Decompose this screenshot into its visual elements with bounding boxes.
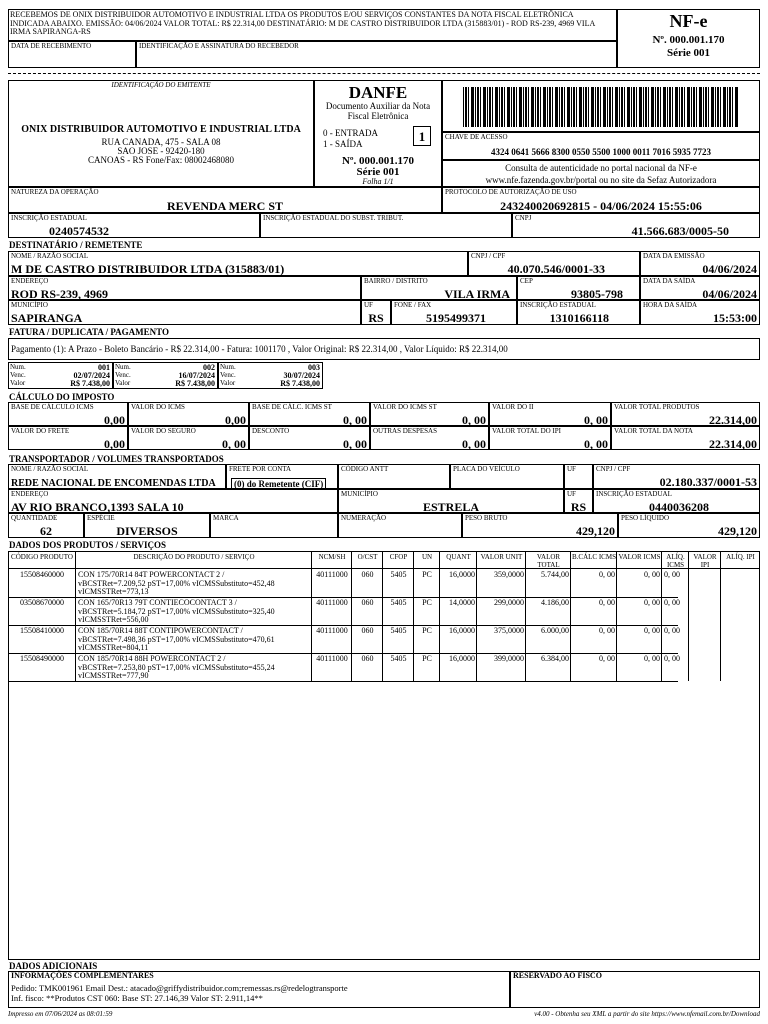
imposto-label: VALOR DO ICMS — [131, 403, 185, 411]
produto-codigo: 03508670000 — [20, 598, 64, 607]
dest-bairro-value: VILA IRMA — [444, 287, 510, 301]
dest-endereco-box — [8, 276, 361, 300]
protocolo-value: 243240020692815 - 04/06/2024 15:55:06 — [500, 199, 702, 213]
produtos-header: ALÍQ. IPI — [726, 553, 755, 561]
dest-uf-label: UF — [364, 301, 373, 309]
natureza-label: NATUREZA DA OPERAÇÃO — [11, 188, 99, 196]
produtos-header: VALOR IPI — [693, 553, 717, 569]
produto-aliq: 0, 00 — [664, 570, 680, 579]
produto-aliq: 0, 00 — [664, 598, 680, 607]
duplicata-num: 001 — [98, 363, 110, 372]
protocolo-label: PROTOCOLO DE AUTORIZAÇÃO DE USO — [445, 188, 577, 196]
produtos-header: NCM/SH — [318, 553, 346, 561]
produto-descricao: vBCSTRet=7.498,36 pST=17,00% vICMSSubstituto=470,61 — [78, 634, 275, 644]
duplicata-box — [8, 362, 113, 389]
duplicata-venc-label: Venc. — [10, 371, 26, 379]
produtos-row-divider — [8, 681, 678, 682]
transp-frete-value: (0) do Remetente (CIF) — [231, 478, 326, 490]
imposto-label: VALOR DO ICMS ST — [373, 403, 437, 411]
produto-descricao: vBCSTRet=7.209,52 pST=17,00% vICMSSubstituto=452,48 — [78, 578, 275, 588]
imposto-value: 22.314,00 — [709, 413, 757, 427]
ie-box — [8, 213, 260, 238]
produto-total: 4.186,00 — [541, 598, 569, 607]
emitente-cidade-fone: CANOAS - RS Fone/Fax: 08002468080 — [87, 155, 234, 165]
imposto-label: VALOR TOTAL DO IPI — [492, 427, 561, 435]
imposto-cell — [249, 402, 370, 426]
produto-unit: 375,0000 — [494, 626, 524, 635]
produto-ncm: 40111000 — [316, 570, 348, 579]
transp-placa-label: PLACA DO VEÍCULO — [453, 465, 520, 473]
transp-cnpj-label: CNPJ / CPF — [596, 465, 631, 473]
transp-especie-box — [84, 513, 210, 538]
emitente-bairro-cep: SAO JOSE - 92420-180 — [117, 146, 205, 156]
produto-total: 5.744,00 — [541, 570, 569, 579]
consulta-line-2: www.nfe.fazenda.gov.br/portal ou no site da Sefaz Autorizadora — [485, 175, 717, 185]
produto-bc: 0, 00 — [599, 598, 615, 607]
imposto-cell — [611, 426, 760, 450]
produto-vicms: 0, 00 — [644, 598, 660, 607]
transp-ie-box — [593, 489, 760, 513]
reservado-fisco-label: RESERVADO AO FISCO — [513, 971, 602, 980]
produto-bc: 0, 00 — [599, 626, 615, 635]
danfe-box — [314, 80, 442, 187]
duplicata-num: 002 — [203, 363, 215, 372]
danfe-numero: Nº. 000.001.170 — [341, 155, 415, 167]
transp-uf-box — [564, 464, 593, 489]
cnpj-emit-box — [512, 213, 760, 238]
imposto-value: 0, 00 — [343, 437, 367, 451]
produtos-cell — [689, 569, 721, 597]
produto-cfop: 5405 — [390, 654, 407, 663]
produtos-cell — [689, 597, 721, 625]
duplicata-num-label: Num. — [10, 363, 26, 371]
dest-hora-label: HORA DA SAÍDA — [643, 301, 698, 309]
duplicata-valor: R$ 7.438,00 — [70, 379, 110, 388]
canhoto-text: RECEBEMOS DE ONIX DISTRIBUIDOR AUTOMOTIVO E INDUSTRIAL LTDA OS PRODUTOS E/OU SERVIÇOS CONSTANTES DA NOTA FISCAL ELETRÔNICA INDICADA ABAIXO. EMISSÃO: 04/06/2024 VALOR TOTAL: R$ 22.314,00 DESTINATÁRIO: M DE CASTRO DISTRIBUIDOR LTDA (315883/01) - ROD RS-239, 4969 VILA IRMA SAPIRANGA-RS — [10, 10, 595, 36]
produto-total: 6.384,00 — [541, 654, 569, 663]
footer-left: Impresso em 07/06/2024 as 08:01:59 — [8, 1010, 113, 1018]
duplicata-box — [218, 362, 323, 389]
pagamento-box — [8, 338, 760, 360]
produtos-header: CFOP — [389, 553, 408, 561]
produto-cst: 060 — [361, 570, 374, 579]
transp-endereco-box — [8, 489, 338, 513]
pagamento-text: Pagamento (1): A Prazo - Boleto Bancário - R$ 22.314,00 - Fatura: 1001170 , Valor Original: R$ 22.314,00 , Valor Líquido: R$ 22.314,00 — [11, 344, 508, 354]
dest-fone-label: FONE / FAX — [394, 301, 432, 309]
imposto-value: 0, 00 — [462, 413, 486, 427]
emitente-label: IDENTIFICAÇÃO DO EMITENTE — [111, 81, 211, 89]
produto-cfop: 5405 — [390, 570, 407, 579]
transp-nome-label: NOME / RAZÃO SOCIAL — [11, 465, 89, 473]
produto-aliq: 0, 00 — [664, 654, 680, 663]
fatura-section: FATURA / DUPLICATA / PAGAMENTO — [9, 327, 170, 337]
imposto-value: 0, 00 — [343, 413, 367, 427]
dest-uf-box — [361, 300, 391, 325]
natureza-value: REVENDA MERC ST — [166, 199, 283, 213]
produto-vicms: 0, 00 — [644, 654, 660, 663]
danfe-saida: 1 - SAÍDA — [323, 139, 363, 149]
produto-unit: 299,0000 — [494, 598, 524, 607]
transp-marca-box — [210, 513, 338, 538]
data-recebimento-box — [8, 41, 136, 68]
imposto-cell — [128, 402, 249, 426]
produtos-header: VALOR ICMS — [618, 553, 661, 561]
info-complementares-label: INFORMAÇÕES COMPLEMENTARES — [11, 971, 154, 980]
dest-ie-value: 1310166118 — [549, 311, 609, 325]
transp-qtd-label: QUANTIDADE — [11, 514, 58, 522]
produto-unit: 359,0000 — [494, 570, 524, 579]
dest-hora-value: 15:53:00 — [713, 311, 757, 325]
duplicata-valor: R$ 7.438,00 — [280, 379, 320, 388]
transp-qtd-value: 62 — [40, 524, 52, 538]
imposto-value: 0, 00 — [584, 413, 608, 427]
chave-value: 4324 0641 5666 8300 0550 5500 1000 0011 7016 5935 7723 — [490, 147, 711, 157]
produto-quant: 16,0000 — [449, 654, 475, 663]
produto-descricao: vICMSSTRet=773,13 — [78, 587, 149, 596]
dest-emissao-label: DATA DA EMISSÃO — [643, 252, 705, 260]
produto-cst: 060 — [361, 598, 374, 607]
produto-descricao: vICMSSTRet=804,11 — [78, 643, 149, 652]
duplicata-num: 003 — [308, 363, 320, 372]
dest-nome-value: M DE CASTRO DISTRIBUIDOR LTDA (315883/01) — [11, 262, 285, 276]
canhoto-nfe-box — [617, 9, 760, 68]
transp-especie-value: DIVERSOS — [116, 524, 178, 538]
produto-quant: 14,0000 — [449, 598, 475, 607]
transp-antt-box — [338, 464, 450, 489]
produto-descricao: vBCSTRet=7.253,80 pST=17,00% vICMSSubstituto=455,24 — [78, 662, 275, 672]
barcode-box — [442, 80, 760, 132]
duplicata-venc-label: Venc. — [115, 371, 131, 379]
imposto-label: VALOR DO SEGURO — [131, 427, 196, 435]
transp-placa-box — [450, 464, 564, 489]
transp-numeracao-label: NUMERAÇÃO — [341, 514, 387, 522]
transp-liquido-label: PESO LÍQUIDO — [621, 514, 670, 522]
chave-label: CHAVE DE ACESSO — [445, 133, 508, 141]
imposto-value: 0, 00 — [222, 437, 246, 451]
transp-numeracao-box — [338, 513, 462, 538]
transp-cnpj-value: 02.180.337/0001-53 — [659, 475, 757, 489]
imposto-label: BASE DE CÁLC. ICMS ST — [252, 403, 332, 411]
transp-endereco-value: AV RIO BRANCO,1393 SALA 10 — [11, 500, 184, 514]
transp-cnpj-box — [593, 464, 760, 489]
imposto-cell — [128, 426, 249, 450]
produto-descricao: vICMSSTRet=777,90 — [78, 671, 149, 680]
produto-descricao: CON 175/70R14 84T POWERCONTACT 2 / — [78, 570, 225, 579]
dest-cep-value: 93805-798 — [571, 287, 623, 301]
produto-un: PC — [422, 654, 432, 663]
transp-frete-label: FRETE POR CONTA — [229, 465, 292, 473]
produto-vicms: 0, 00 — [644, 626, 660, 635]
transp-marca-label: MARCA — [213, 514, 239, 522]
produto-cfop: 5405 — [390, 598, 407, 607]
info-complementares-box — [8, 971, 510, 1008]
produto-codigo: 15508410000 — [20, 626, 64, 635]
imposto-label: VALOR DO II — [492, 403, 534, 411]
dest-cep-box — [517, 276, 640, 300]
imposto-value: 0,00 — [225, 413, 246, 427]
produto-cst: 060 — [361, 626, 374, 635]
transp-uf2-box — [564, 489, 593, 513]
transp-municipio-value: ESTRELA — [422, 500, 480, 514]
produto-ncm: 40111000 — [316, 598, 348, 607]
natureza-box — [8, 187, 442, 213]
canhoto-serie: Série 001 — [666, 47, 711, 59]
duplicata-num-label: Num. — [220, 363, 236, 371]
emitente-endereco: RUA CANADA, 475 - SALA 08 — [101, 137, 221, 147]
produto-bc: 0, 00 — [599, 654, 615, 663]
dest-bairro-box — [361, 276, 517, 300]
ie-value: 0240574532 — [49, 224, 109, 238]
produtos-section: DADOS DOS PRODUTOS / SERVIÇOS — [9, 540, 167, 550]
danfe-tipo-box: 1 — [413, 126, 431, 146]
duplicata-valor-label: Valor — [10, 379, 26, 387]
emitente-box — [8, 80, 314, 187]
produto-vicms: 0, 00 — [644, 570, 660, 579]
dest-endereco-value: ROD RS-239, 4969 — [11, 287, 109, 301]
danfe-entrada: 0 - ENTRADA — [323, 128, 378, 138]
transp-qtd-box — [8, 513, 84, 538]
dest-cnpj-label: CNPJ / CPF — [471, 252, 506, 260]
imposto-cell — [370, 402, 489, 426]
transp-antt-label: CÓDIGO ANTT — [341, 465, 389, 473]
imposto-label: BASE DE CÁLCULO ICMS — [11, 403, 94, 411]
dest-bairro-label: BAIRRO / DISTRITO — [364, 277, 428, 285]
transp-frete-box — [226, 464, 338, 489]
produtos-cell — [689, 625, 721, 653]
produtos-header: VALOR TOTAL — [536, 553, 561, 569]
chave-box — [442, 132, 760, 160]
produto-descricao: vBCSTRet=5.184,72 pST=17,00% vICMSSubstituto=325,40 — [78, 606, 275, 616]
duplicata-venc: 02/07/2024 — [73, 371, 110, 380]
imposto-cell — [489, 426, 611, 450]
imposto-cell — [611, 402, 760, 426]
produto-un: PC — [422, 570, 432, 579]
transp-ie-value: 0440036208 — [649, 500, 709, 514]
identificacao-recebedor-box — [136, 41, 617, 68]
dest-cep-label: CEP — [520, 277, 533, 285]
transp-nome-value: REDE NACIONAL DE ENCOMENDAS LTDA — [11, 478, 216, 489]
transp-liquido-box — [618, 513, 760, 538]
produtos-header: QUANT — [446, 553, 471, 561]
imposto-label: DESCONTO — [252, 427, 290, 435]
dest-endereco-label: ENDEREÇO — [11, 277, 49, 285]
consulta-line-1: Consulta de autenticidade no portal nacional da NF-e — [505, 163, 697, 173]
ie-st-label: INSCRIÇÃO ESTADUAL DO SUBST. TRIBUT. — [263, 214, 404, 222]
danfe-subtitle-2: Fiscal Eletrônica — [347, 111, 409, 121]
imposto-value: 0,00 — [104, 413, 125, 427]
imposto-section: CÁLCULO DO IMPOSTO — [9, 392, 115, 402]
dest-uf-value: RS — [368, 311, 384, 325]
identificacao-recebedor-label: IDENTIFICAÇÃO E ASSINATURA DO RECEBEDOR — [139, 42, 299, 50]
duplicata-valor-label: Valor — [115, 379, 131, 387]
danfe-serie: Série 001 — [356, 166, 400, 178]
canhoto-nfe-title: NF-e — [669, 11, 708, 31]
dest-emissao-box — [640, 251, 760, 276]
produtos-header: DESCRIÇÃO DO PRODUTO / SERVIÇO — [133, 553, 255, 561]
transp-municipio-label: MUNICÍPIO — [341, 490, 378, 498]
dest-nome-box — [8, 251, 468, 276]
data-recebimento-label: DATA DE RECEBIMENTO — [11, 42, 92, 50]
ie-st-box — [260, 213, 512, 238]
imposto-label: VALOR TOTAL DA NOTA — [614, 427, 693, 435]
transp-especie-label: ESPÉCIE — [87, 514, 115, 522]
imposto-label: OUTRAS DESPESAS — [373, 427, 437, 435]
produto-ncm: 40111000 — [316, 654, 348, 663]
cnpj-emit-label: CNPJ — [515, 214, 532, 222]
produto-descricao: CON 185/70R14 88T CONTIPOWERCONTACT / — [78, 626, 243, 635]
produto-cst: 060 — [361, 654, 374, 663]
ie-label: INSCRIÇÃO ESTADUAL — [11, 214, 87, 222]
produtos-header: UN — [421, 553, 433, 561]
produtos-header: ALÍQ. ICMS — [666, 553, 685, 569]
produto-codigo: 15508460000 — [20, 570, 64, 579]
imposto-value: 0, 00 — [584, 437, 608, 451]
produto-bc: 0, 00 — [599, 570, 615, 579]
transp-bruto-box — [462, 513, 618, 538]
danfe-folha: Folha 1/1 — [362, 177, 394, 186]
dest-ie-box — [517, 300, 640, 325]
transp-uf2-value: RS — [570, 500, 587, 514]
imposto-value: 0,00 — [104, 437, 125, 451]
duplicata-num-label: Num. — [115, 363, 131, 371]
reservado-fisco-box — [510, 971, 760, 1008]
transp-bruto-value: 429,120 — [576, 524, 615, 538]
transporte-section: TRANSPORTADOR / VOLUMES TRANSPORTADOS — [9, 454, 224, 464]
imposto-cell — [370, 426, 489, 450]
imposto-cell — [249, 426, 370, 450]
dest-emissao-value: 04/06/2024 — [702, 262, 757, 276]
danfe-title: DANFE — [348, 83, 408, 102]
produto-unit: 399,0000 — [494, 654, 524, 663]
dest-nome-label: NOME / RAZÃO SOCIAL — [11, 252, 89, 260]
transp-municipio-box — [338, 489, 564, 513]
produto-descricao: CON 185/70R14 88H POWERCONTACT 2 / — [78, 654, 226, 663]
imposto-cell — [8, 402, 128, 426]
imposto-cell — [489, 402, 611, 426]
dest-fone-box — [391, 300, 517, 325]
duplicata-venc: 16/07/2024 — [178, 371, 215, 380]
info-line-1: Pedido: TMK001961 Email Dest.: atacado@griffydistribuidor.com;remessas.rs@redelogtransporte — [11, 983, 348, 993]
dest-cnpj-value: 40.070.546/0001-33 — [507, 262, 605, 276]
produto-total: 6.000,00 — [541, 626, 569, 635]
produto-quant: 16,0000 — [449, 626, 475, 635]
produto-un: PC — [422, 598, 432, 607]
dest-municipio-label: MUNICÍPIO — [11, 301, 48, 309]
adicionais-section: DADOS ADICIONAIS — [9, 961, 98, 971]
transp-bruto-label: PESO BRUTO — [465, 514, 508, 522]
consulta-box — [442, 160, 760, 187]
imposto-value: 0, 00 — [462, 437, 486, 451]
imposto-label: VALOR DO FRETE — [11, 427, 70, 435]
dest-saida-value: 04/06/2024 — [702, 287, 757, 301]
duplicata-valor-label: Valor — [220, 379, 236, 387]
dest-ie-label: INSCRIÇÃO ESTADUAL — [520, 301, 596, 309]
produto-descricao: CON 165/70R13 79T CONTIECOCONTACT 3 / — [78, 598, 237, 607]
danfe-subtitle-1: Documento Auxiliar da Nota — [325, 101, 431, 111]
duplicata-venc: 30/07/2024 — [283, 371, 320, 380]
dest-cnpj-box — [468, 251, 640, 276]
produto-un: PC — [422, 626, 432, 635]
duplicata-venc-label: Venc. — [220, 371, 236, 379]
produtos-cell — [689, 653, 721, 681]
transp-uf2-label: UF — [567, 490, 576, 498]
produto-quant: 16,0000 — [449, 570, 475, 579]
destinatario-section: DESTINATÁRIO / REMETENTE — [9, 240, 143, 250]
transp-ie-label: INSCRIÇÃO ESTADUAL — [596, 490, 672, 498]
dest-fone-value: 5195499371 — [426, 311, 486, 325]
cut-line — [8, 73, 760, 74]
dest-municipio-value: SAPIRANGA — [11, 311, 83, 325]
dest-saida-label: DATA DA SAÍDA — [643, 277, 696, 285]
produto-cfop: 5405 — [390, 626, 407, 635]
produtos-header: CÓDIGO PRODUTO — [11, 553, 73, 561]
produto-aliq: 0, 00 — [664, 626, 680, 635]
info-line-2: Inf. fisco: **Produtos CST 060: Base ST: 27.146,39 Valor ST: 2.911,14** — [11, 993, 263, 1003]
barcode-image — [463, 87, 739, 127]
dest-saida-box — [640, 276, 760, 300]
footer-right: v4.00 - Obtenha seu XML a partir do site https://www.nfemail.com.br/Download — [534, 1010, 760, 1018]
imposto-value: 22.314,00 — [709, 437, 757, 451]
imposto-label: VALOR TOTAL PRODUTOS — [614, 403, 700, 411]
produto-ncm: 40111000 — [316, 626, 348, 635]
produto-codigo: 15508490000 — [20, 654, 64, 663]
duplicata-valor: R$ 7.438,00 — [175, 379, 215, 388]
transp-liquido-value: 429,120 — [718, 524, 757, 538]
imposto-cell — [8, 426, 128, 450]
dest-hora-box — [640, 300, 760, 325]
dest-municipio-box — [8, 300, 361, 325]
transp-uf-label: UF — [567, 465, 576, 473]
cnpj-emit-value: 41.566.683/0005-50 — [631, 224, 729, 238]
produto-descricao: vICMSSTRet=556,00 — [78, 615, 149, 624]
transp-endereco-label: ENDEREÇO — [11, 490, 49, 498]
produtos-header: VALOR UNIT — [480, 553, 523, 561]
transp-nome-box — [8, 464, 226, 489]
protocolo-box — [442, 187, 760, 213]
canhoto-numero: Nº. 000.001.170 — [652, 34, 725, 46]
produtos-header: O/CST — [357, 553, 378, 561]
duplicata-box — [113, 362, 218, 389]
emitente-nome: ONIX DISTRIBUIDOR AUTOMOTIVO E INDUSTRIAL LTDA — [21, 124, 301, 135]
produtos-header: B.CÁLC ICMS — [572, 553, 616, 561]
